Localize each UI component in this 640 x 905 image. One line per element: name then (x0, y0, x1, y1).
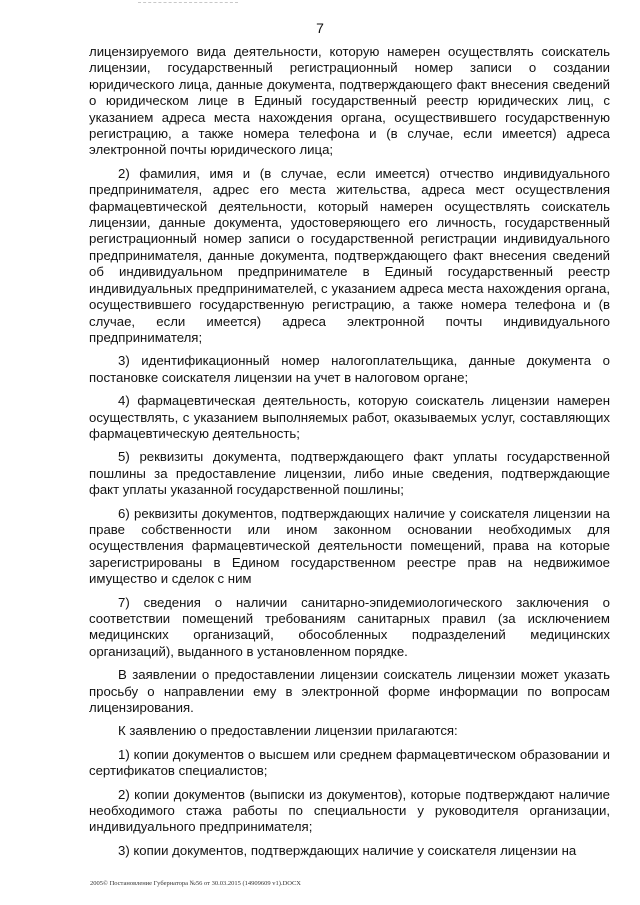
paragraph-continuation: лицензируемого вида деятельности, которую намерен осуществлять соискатель лицензии, государственный регистрационный номер записи о создании юридического лица, данные документа, подтверждающего факт внесения сведений о юридическом лице в Единый государственный реестр юридических лиц, с указанием адреса места нахождения органа, осуществившего государственную регистрацию, а также номера телефона и (в случае, если имеется) адреса электронной почты юридического лица; (89, 44, 610, 158)
document-footer: 2005© Постановление Губернатора №56 от 30.03.2015 (14909609 v1).DOCX (90, 880, 301, 887)
page-number: 7 (316, 20, 324, 36)
paragraph-attachment-2: 2) копии документов (выписки из документов), которые подтверждают наличие необходимого стажа работы по специальности у руководителя организации, индивидуального предпринимателя; (89, 786, 610, 835)
top-edge-mark (138, 2, 238, 3)
paragraph-attachment-3: 3) копии документов, подтверждающих наличие у соискателя лицензии на (118, 842, 577, 858)
paragraph-email-request: В заявлении о предоставлении лицензии соискатель лицензии может указать просьбу о направлении ему в электронной форме информации по вопросам лицензирования. (89, 667, 610, 716)
paragraph-attachments-heading: К заявлению о предоставлении лицензии прилагаются: (118, 723, 458, 739)
paragraph-item-7: 7) сведения о наличии санитарно-эпидемиологического заключения о соответствии помещений требованиям санитарных правил (за исключением медицинских организаций, обособленных подразделений медицинских организаций), выданного в установленном порядке. (89, 594, 610, 659)
document-body (89, 44, 610, 866)
paragraph-item-5: 5) реквизиты документа, подтверждающего факт уплаты государственной пошлины за предоставление лицензии, либо иные сведения, подтверждающие факт уплаты указанной государственной пошлины; (89, 449, 610, 498)
paragraph-item-3: 3) идентификационный номер налогоплательщика, данные документа о постановке соискателя лицензии на учет в налоговом органе; (89, 353, 610, 385)
paragraph-item-6: 6) реквизиты документов, подтверждающих наличие у соискателя лицензии на праве собственности или ином законном основании необходимых для осуществления фармацевтической деятельности помещений, права на которые зарегистрированы в Едином государственном реестре прав на недвижимое имущество и сделок с ним (89, 505, 610, 587)
paragraph-item-4: 4) фармацевтическая деятельность, которую соискатель лицензии намерен осуществлять, с указанием выполняемых работ, оказываемых услуг, составляющих фармацевтическую деятельность; (89, 393, 610, 441)
paragraph-attachment-1: 1) копии документов о высшем или среднем фармацевтическом образовании и сертификатов специалистов; (89, 746, 610, 779)
paragraph-item-2: 2) фамилия, имя и (в случае, если имеется) отчество индивидуального предпринимателя, адрес его места жительства, адреса мест осуществления фармацевтической деятельности, который намерен осуществлять соискатель лицензии, данные документа, удостоверяющего его личность, государственный регистрационный номер записи о государственной регистрации индивидуального предпринимателя, данные документа, подтверждающего факт внесения сведений об индивидуальном предпринимателе в Единый государственный реестр индивидуальных предпринимателей, с указанием адреса места нахождения органа, осуществившего государственную регистрацию, а также номера телефона и (в случае, если имеется) адреса электронной почты индивидуального предпринимателя; (89, 165, 610, 345)
